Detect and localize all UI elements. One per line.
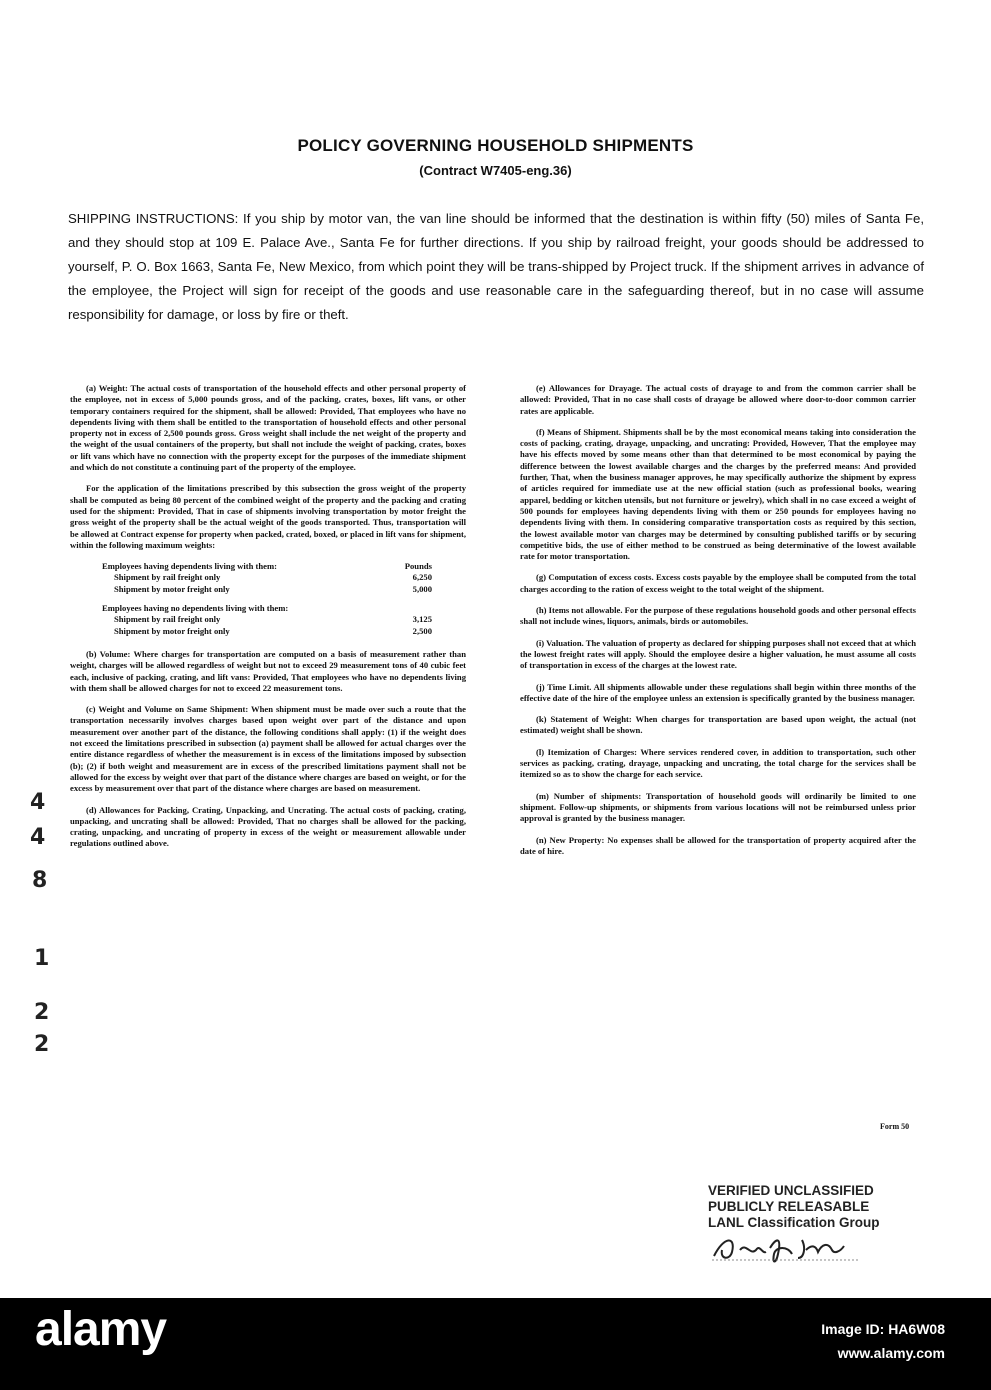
- classification-stamp: [708, 1183, 880, 1231]
- paragraph-b-volume: (b) Volume: Where charges for transportation are computed on a basis of measurement rather than weight, charges will be allowed regardless of weight but not to exceed 29 measurement tons of 40 cubic feet each, inclusive of packing, crating, and lift vans: Provided, That employees who have no dependents living with them shall be allowed charges for not to exceed 22 measurement tons.: [70, 648, 466, 693]
- limits-group2-rail-label: Shipment by rail freight only: [114, 614, 221, 625]
- paragraph-i-valuation: (i) Valuation. The valuation of property as declared for shipping purposes shall not exceed that at which the lowest freight rates will apply. Should the employee desire a higher valuation, he must assume all costs of transportation in excess of the charges at the lowest rate.: [520, 637, 916, 671]
- stock-url: www.alamy.com: [837, 1345, 945, 1361]
- limits-group1-rail-value: 6,250: [412, 572, 432, 583]
- paragraph-g-excess: (g) Computation of excess costs. Excess costs payable by the employee shall be computed from the total charges according to the ration of excess weight to the total weight of the shipment.: [520, 572, 916, 594]
- limits-group1-motor-label: Shipment by motor freight only: [114, 583, 230, 594]
- margin-mark-5: 2: [34, 1000, 50, 1025]
- right-column: [520, 383, 916, 867]
- contract-subtitle: (Contract W7405-eng.36): [419, 163, 572, 178]
- paragraph-a-weight: (a) Weight: The actual costs of transportation of the household effects and other personal property of the employee, not in excess of 5,000 pounds gross, and of the packing, crates, boxes, lift vans, or other temporary containers required for the shipment, shall be allowed: Provided, That employees who have no dependents living with them shall be entitled to the transportation of household effects and other personal property not in excess of 2,500 pounds gross. Gross weight shall include the net weight of the property and the weight of the usual containers of the property, but shall not include the weight of packing, crates, boxes or lift vans which have no connection with the property except for the purposes of the immediate shipment and which do not constitute a continuing part of the property of the employee.: [70, 383, 466, 473]
- document-title: POLICY GOVERNING HOUSEHOLD SHIPMENTS: [297, 136, 694, 155]
- limits-group1-label: Employees having dependents living with them:: [102, 561, 277, 572]
- paragraph-a-application: For the application of the limitations prescribed by this subsection the gross weight of the property shall be computed as being 80 percent of the combined weight of the property and the packing and crating used for the shipment: Provided, That in case of shipments involving transportation by motor freight the gross weight of the property shall be the actual weight of the goods transported. Thus, transportation will be allowed at Contract expense for property when packed, crated, boxed, or placed in lift vans for shipment, within the following maximum weights:: [70, 483, 466, 550]
- paragraph-l-itemization: (l) Itemization of Charges: Where services rendered cover, in addition to transportation, such other services as packing, crating, drayage, unpacking and uncrating, the total charge for the services shall be itemized so as to show the charge for each service.: [520, 746, 916, 780]
- paragraph-m-number: (m) Number of shipments: Transportation of household goods will ordinarily be limited to one shipment. Follow-up shipments, or shipments from various locations will not be reimbursed unless prior approval is granted by the business manager.: [520, 790, 916, 824]
- limits-units-label: Pounds: [404, 561, 432, 572]
- margin-mark-4: 1: [34, 946, 50, 971]
- paragraph-h-not-allowable: (h) Items not allowable. For the purpose of these regulations household goods and other personal effects shall not include wines, liquors, animals, birds or automobiles.: [520, 605, 916, 627]
- paragraph-j-time-limit: (j) Time Limit. All shipments allowable under these regulations shall begin within three months of the effective date of the hire of the employee unless an extension is specifically granted by the business manager.: [520, 681, 916, 703]
- stamp-line-1: VERIFIED UNCLASSIFIED: [708, 1183, 874, 1198]
- limits-group2-rail-value: 3,125: [412, 614, 432, 625]
- svg-text:alamy: alamy: [35, 1305, 167, 1355]
- alamy-logo: [35, 1305, 320, 1355]
- stamp-line-3: LANL Classification Group: [708, 1215, 880, 1230]
- paragraph-k-statement: (k) Statement of Weight: When charges for transportation are based upon weight, the actual (not estimated) weight shall be shown.: [520, 714, 916, 736]
- limits-group1-motor-value: 5,000: [412, 583, 432, 594]
- paragraph-d-packing: (d) Allowances for Packing, Crating, Unpacking, and Uncrating. The actual costs of packing, crating, unpacking, and uncrating shall be allowed: Provided, That no charges shall be allowed for the packing, crating, unpacking, and uncrating of property in excess of the weight or measurement allowable under regulations outlined above.: [70, 804, 466, 849]
- weight-limits-table: [102, 561, 432, 637]
- form-number: Form 50: [880, 1122, 910, 1131]
- margin-mark-2: 4: [30, 825, 46, 850]
- left-column: [70, 383, 466, 860]
- limits-group2-label: Employees having no dependents living with them:: [102, 603, 289, 614]
- paragraph-c-weight-volume: (c) Weight and Volume on Same Shipment: When shipment must be made over such a route that the transportation necessarily involves charges based upon weight over part of the distance and upon measurement over another part of the distance, the following conditions shall apply: (1) if the weight does not exceed the limitations prescribed in subsection (a) payment shall be allowed for actual charges over the entire distance regardless of whether the measurement is in excess of the limitations imposed by subsection (b); (2) if both weight and measurement are in excess of the prescribed limitations payment shall not be allowed for the excess by weight over that part of the distance where charges are based on weight, or for the excess by measurement over that part of the distance where charges are based on measurement.: [70, 704, 466, 794]
- handwritten-signature: [710, 1230, 870, 1266]
- limits-group1-rail-label: Shipment by rail freight only: [114, 572, 221, 583]
- margin-mark-3: 8: [32, 868, 48, 893]
- paragraph-n-new-property: (n) New Property: No expenses shall be allowed for the transportation of property acquired after the date of hire.: [520, 834, 916, 856]
- paragraph-e-drayage: (e) Allowances for Drayage. The actual costs of drayage to and from the common carrier shall be allowed: Provided, That in no case shall costs of drayage be allowed where door-to-door common carrier rates are applicable.: [520, 383, 916, 416]
- limits-group2-motor-value: 2,500: [412, 625, 432, 636]
- limits-group2-motor-label: Shipment by motor freight only: [114, 625, 230, 636]
- margin-mark-1: 4: [30, 790, 46, 815]
- margin-mark-6: 2: [34, 1032, 50, 1057]
- paragraph-f-means: (f) Means of Shipment. Shipments shall be by the most economical means taking into consideration the costs of packing, crating, drayage, unpacking, and uncrating: Provided, However, That the employee may have his effects moved by some means other than that determined to be most economical by paying the difference between the lowest available charges and the charges by the preferred means: And provided further, That, when the business manager approves, he may specifically authorize the shipment by express of articles required for immediate use at the new official station (such as professional books, wearing apparel, bedding or kitchen utensils, but not furniture or jewelry), which shall in no case exceed a weight of 500 pounds for employees having dependents living with them or 250 pounds for employees having no dependents living with them. In considering comparative transportation costs as required by this section, the lowest available motor van charges may be determined by consulting published tariffs or by securing competitive bids, the use of either method to be construed as being determinative of the lowest available rate for motor transportation.: [520, 426, 916, 562]
- stamp-line-2: PUBLICLY RELEASABLE: [708, 1199, 870, 1214]
- shipping-instructions: SHIPPING INSTRUCTIONS: If you ship by motor van, the van line should be informed that the destination is within fifty (50) miles of Santa Fe, and they should stop at 109 E. Palace Ave., Santa Fe for further directions. If you ship by railroad freight, your goods should be addressed to yourself, P. O. Box 1663, Santa Fe, New Mexico, from which point they will be trans-shipped by Project truck. If the shipment arrives in advance of the employee, the Project will sign for receipt of the goods and use reasonable care in the safeguarding thereof, but in no case will assume responsibility for damage, or loss by fire or theft.: [68, 211, 924, 322]
- stock-image-id: Image ID: HA6W08: [821, 1321, 945, 1337]
